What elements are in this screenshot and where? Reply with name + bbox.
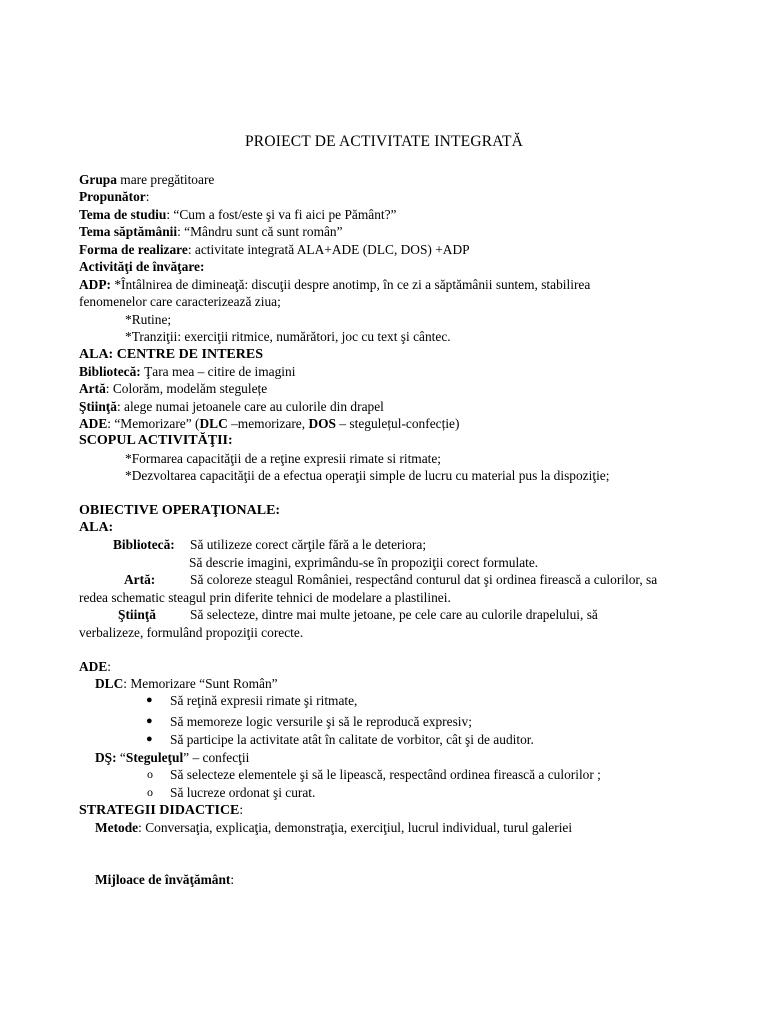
dlc-item-1: Să reţină expresii rimate şi ritmate, bbox=[170, 693, 358, 708]
ds-value-a: “ bbox=[116, 750, 126, 765]
adp-rutine: *Rutine; bbox=[125, 312, 172, 327]
dlc-value: : Memorizare “Sunt Român” bbox=[123, 676, 278, 691]
ade-line bbox=[79, 415, 459, 432]
tema-studiu-line bbox=[79, 206, 397, 223]
obiective-arta-2: redea schematic steagul prin diferite tehnici de modelare a plastilinei. bbox=[79, 590, 451, 605]
metode-label: Metode bbox=[95, 820, 139, 835]
ade-dlc: DLC bbox=[199, 416, 228, 431]
adp-text-1: *Întâlnirea de dimineaţă: discuţii despre anotimp, în ce zi a săptămânii suntem, stabilirea bbox=[110, 277, 591, 292]
ala-stiinta-value: : alege numai jetoanele care au culorile din drapel bbox=[116, 399, 384, 414]
obiective-stiinta-label-text: Ştiinţă bbox=[118, 607, 156, 622]
tema-saptamanii-line bbox=[79, 223, 343, 240]
ala-stiinta-label: Ştiinţă bbox=[79, 399, 117, 414]
obiective-biblioteca-2: Să descrie imagini, exprimându-se în propoziţii corect formulate. bbox=[189, 555, 539, 570]
circle-bullet-icon: o bbox=[147, 785, 153, 799]
adp-line-1 bbox=[79, 276, 590, 293]
metode-line bbox=[95, 819, 572, 836]
activitati-line bbox=[79, 258, 204, 275]
ade-section-label-text: ADE bbox=[79, 659, 108, 674]
mijloace-colon: : bbox=[230, 872, 235, 887]
mijloace-label: Mijloace de învăţământ bbox=[95, 872, 231, 887]
obiective-stiinta-1: Să selecteze, dintre mai multe jetoane, pe cele care au culorile drapelului, să bbox=[190, 607, 598, 622]
obiective-biblioteca-label bbox=[113, 536, 175, 553]
mijloace-line bbox=[95, 871, 234, 888]
ala-arta bbox=[79, 380, 267, 397]
obiective-stiinta-label bbox=[118, 606, 156, 623]
bullet-dot-icon: ● bbox=[146, 733, 153, 745]
forma-value: : activitate integrată ALA+ADE (DLC, DOS) +ADP bbox=[187, 242, 470, 257]
obiective-biblioteca-label-text: Bibliotecă: bbox=[113, 537, 175, 552]
activitati-label: Activităţi de învăţare: bbox=[79, 259, 205, 274]
obiective-biblioteca-1: Să utilizeze corect cărţile fără a le deteriora; bbox=[190, 537, 427, 552]
page-title: PROIECT DE ACTIVITATE INTEGRATĂ bbox=[244, 133, 524, 150]
metode-value: : Conversaţia, explicaţia, demonstraţia, exerciţiul, lucrul individual, turul galeriei bbox=[138, 820, 573, 835]
strategii-line bbox=[79, 801, 243, 819]
bullet-dot-icon: ● bbox=[146, 694, 153, 706]
ds-item-1: Să selecteze elementele şi să le lipească, respectând ordinea firească a culorilor ; bbox=[170, 767, 601, 782]
forma-line bbox=[79, 241, 470, 258]
ds-item-2: Să lucreze ordonat şi curat. bbox=[170, 785, 316, 800]
ala-heading: ALA: CENTRE DE INTERES bbox=[79, 347, 263, 362]
tema-studiu-value: : “Cum a fost/este şi va fi aici pe Pământ?” bbox=[166, 207, 397, 222]
adp-tranzitii: *Tranziţii: exerciţii ritmice, numărători, joc cu text şi cântec. bbox=[125, 329, 451, 344]
ala-biblioteca-label: Bibliotecă: bbox=[79, 364, 141, 379]
tema-saptamanii-value: : “Mândru sunt că sunt român” bbox=[177, 224, 343, 239]
propunator-label: Propunător bbox=[79, 189, 146, 204]
obiective-arta-label bbox=[124, 571, 155, 588]
tema-studiu-label: Tema de studiu bbox=[79, 207, 167, 222]
ade-text-b: –memorizare, bbox=[227, 416, 309, 431]
dlc-item-3: Să participe la activitate atât în calitate de vorbitor, cât şi de auditor. bbox=[170, 732, 534, 747]
ala-arta-label: Artă bbox=[79, 381, 106, 396]
circle-bullet-icon: o bbox=[147, 767, 153, 781]
tema-saptamanii-label: Tema săptămânii bbox=[79, 224, 178, 239]
strategii-heading: STRATEGII DIDACTICE bbox=[79, 803, 240, 818]
scop-heading: SCOPUL ACTIVITĂŢII: bbox=[79, 433, 233, 448]
ala-arta-value: : Colorăm, modelăm stegulețe bbox=[105, 381, 268, 396]
ds-bold: Steguleţul bbox=[125, 750, 184, 765]
obiective-ala-label: ALA: bbox=[79, 520, 114, 535]
ade-section-label bbox=[79, 658, 111, 675]
obiective-arta-1: Să coloreze steagul României, respectând conturul dat şi ordinea firească a culorilor, sa bbox=[190, 572, 658, 587]
ade-label: ADE bbox=[79, 416, 108, 431]
ade-dos: DOS bbox=[308, 416, 336, 431]
adp-line-2: fenomenelor care caracterizează ziua; bbox=[79, 294, 281, 309]
ala-biblioteca-value: Ţara mea – citire de imagini bbox=[140, 364, 296, 379]
ala-stiinta bbox=[79, 398, 384, 415]
ade-text-a: : “Memorizare” ( bbox=[107, 416, 200, 431]
strategii-colon: : bbox=[239, 802, 244, 817]
dlc-label: DLC bbox=[95, 676, 124, 691]
ds-line bbox=[95, 749, 249, 766]
obiective-heading: OBIECTIVE OPERAŢIONALE: bbox=[79, 503, 281, 518]
scop-item-2: *Dezvoltarea capacităţii de a efectua operaţii simple de lucru cu material pus la dispoziţie; bbox=[125, 468, 610, 483]
adp-label: ADP: bbox=[79, 277, 111, 292]
ade-text-c: – stegulețul-confecție) bbox=[336, 416, 460, 431]
forma-label: Forma de realizare bbox=[79, 242, 188, 257]
ala-biblioteca bbox=[79, 363, 295, 380]
ds-label: DŞ: bbox=[95, 750, 117, 765]
bullet-dot-icon: ● bbox=[146, 715, 153, 727]
propunator-line bbox=[79, 188, 149, 205]
dlc-line bbox=[95, 675, 278, 692]
propunator-value: : bbox=[145, 189, 150, 204]
scop-item-1: *Formarea capacităţii de a reţine expresii rimate si ritmate; bbox=[125, 451, 442, 466]
obiective-stiinta-2: verbalizeze, formulând propoziţii corecte. bbox=[79, 625, 304, 640]
grupa-line bbox=[79, 171, 214, 188]
grupa-label: Grupa bbox=[79, 172, 117, 187]
grupa-value: mare pregătitoare bbox=[116, 172, 215, 187]
ds-value-b: ” – confecţii bbox=[183, 750, 250, 765]
dlc-item-2: Să memoreze logic versurile şi să le reproducă expresiv; bbox=[170, 714, 472, 729]
obiective-arta-label-text: Artă: bbox=[124, 572, 156, 587]
ade-section-colon: : bbox=[107, 659, 112, 674]
